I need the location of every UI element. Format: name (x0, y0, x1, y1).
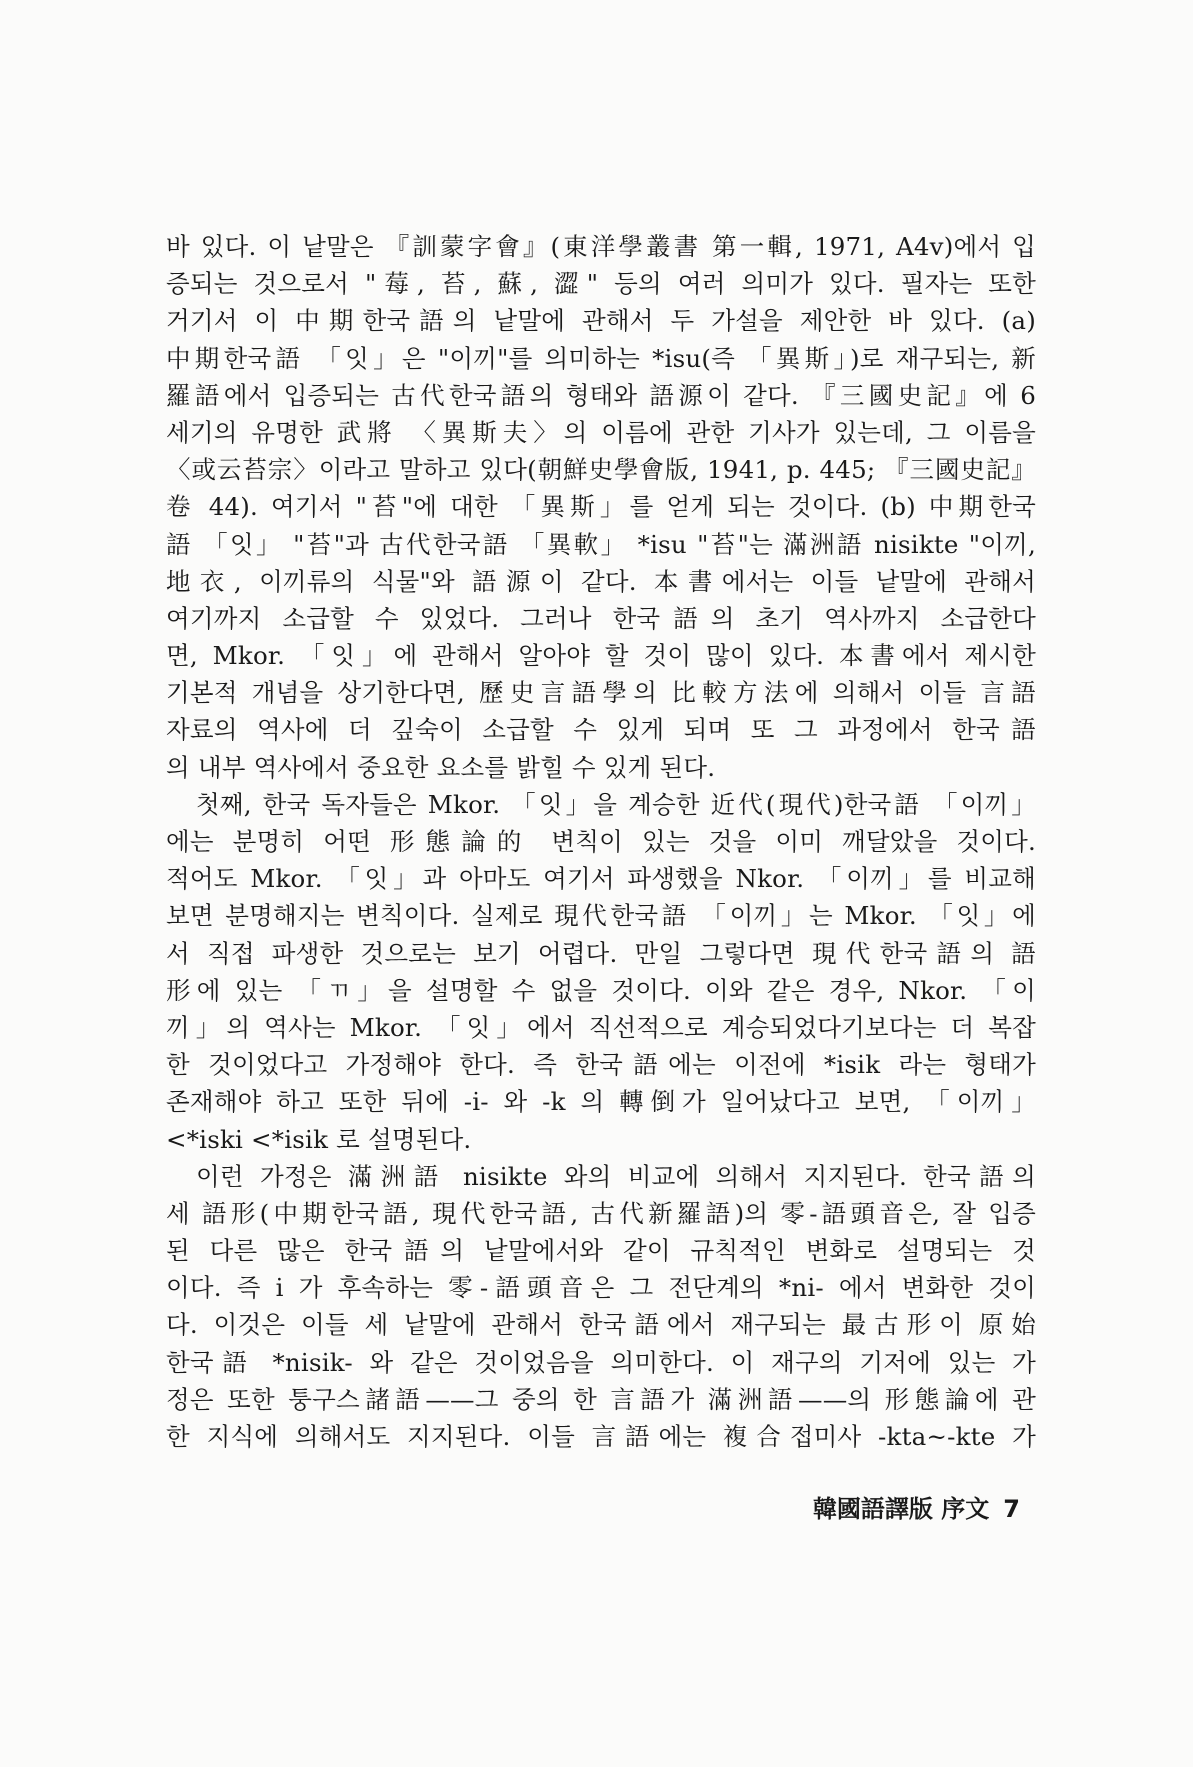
text-line: 한국語 *nisik- 와 같은 것이었음을 의미한다. 이 재구의 기저에 있는 가 (166, 1347, 1036, 1377)
text-line: 〈或云苔宗〉이라고 말하고 있다(朝鮮史學會版, 1941, p. 445; 『三國史記』 (166, 455, 1036, 485)
text-line: 첫째, 한국 독자들은 Mkor. 「잇」을 계승한 近代(現代)한국語 「이끼」 (196, 789, 1036, 819)
text-line: 다. 이것은 이들 세 낱말에 관해서 한국語에서 재구되는 最古形이 原始 (166, 1310, 1036, 1340)
text-line: 정은 또한 퉁구스諸語——그 중의 한 言語가 滿洲語——의 形態論에 관 (166, 1384, 1036, 1414)
text-line: 의 내부 역사에서 중요한 요소를 밝힐 수 있게 된다. (166, 752, 716, 782)
text-line: 이런 가정은 滿洲語 nisikte 와의 비교에 의해서 지지된다. 한국語의 (196, 1161, 1036, 1191)
text-line: 끼」의 역사는 Mkor. 「잇」에서 직선적으로 계승되었다기보다는 더 복잡 (166, 1012, 1036, 1042)
text-line: 적어도 Mkor. 「잇」과 아마도 여기서 파생했을 Nkor. 「이끼」를 비교해 (166, 864, 1036, 894)
text-line: 地衣, 이끼류의 식물"와 語源이 같다. 本書에서는 이들 낱말에 관해서 (166, 566, 1036, 596)
text-line: 여기까지 소급할 수 있었다. 그러나 한국語의 초기 역사까지 소급한다 (166, 603, 1036, 633)
text-line: 존재해야 하고 또한 뒤에 -i- 와 -k 의 轉倒가 일어났다고 보면, 「이끼」 (166, 1087, 1036, 1117)
text-line: 세기의 유명한 武將 〈異斯夫〉의 이름에 관한 기사가 있는데, 그 이름을 (166, 417, 1036, 447)
text-line: 바 있다. 이 낱말은 『訓蒙字會』(東洋學叢書 第一輯, 1971, A4v)에서 입 (166, 232, 1036, 261)
text-line: <*iski <*isik 로 설명된다. (166, 1124, 472, 1154)
running-title: 韓國語譯版 序文 (812, 1495, 990, 1523)
body-text (166, 228, 1036, 1455)
text-line: 한 지식에 의해서도 지지된다. 이들 言語에는 複合접미사 -kta~-kte 가 (166, 1422, 1036, 1451)
text-line: 한 것이었다고 가정해야 한다. 즉 한국語에는 이전에 *isik 라는 형태가 (166, 1050, 1036, 1080)
text-line: 形에 있는 「ㄲ」을 설명할 수 없을 것이다. 이와 같은 경우, Nkor. 「이 (166, 975, 1036, 1005)
text-line: 거기서 이 中期한국語의 낱말에 관해서 두 가설을 제안한 바 있다. (a) (166, 306, 1036, 336)
text-line: 에는 분명히 어떤 形態論的 변칙이 있는 것을 이미 깨달았을 것이다. (166, 827, 1036, 856)
text-line: 中期한국語 「잇」은 "이끼"를 의미하는 *isu(즉 「異斯」)로 재구되는, 新 (166, 343, 1036, 373)
text-line: 증되는 것으로서 "莓, 苔, 蘇, 澀" 등의 여러 의미가 있다. 필자는 또한 (166, 269, 1036, 299)
text-line: 卷 44). 여기서 "苔"에 대한 「異斯」를 얻게 되는 것이다. (b) 中期한국 (166, 492, 1036, 522)
text-line: 서 직접 파생한 것으로는 보기 어렵다. 만일 그렇다면 現代한국語의 語 (166, 938, 1036, 968)
text-line: 語 「잇」 "苔"과 古代한국語 「異軟」 *isu "苔"는 滿洲語 nisikte "이끼, (166, 529, 1036, 559)
text-line: 자료의 역사에 더 깊숙이 소급할 수 있게 되며 또 그 과정에서 한국語 (166, 715, 1036, 745)
page-footer (813, 1493, 1020, 1525)
text-line: 羅語에서 입증되는 古代한국語의 형태와 語源이 같다. 『三國史記』에 6 (166, 380, 1036, 410)
text-line: 면, Mkor. 「잇」에 관해서 알아야 할 것이 많이 있다. 本書에서 제시한 (166, 641, 1036, 671)
text-line: 된 다른 많은 한국語의 낱말에서와 같이 규칙적인 변화로 설명되는 것 (166, 1236, 1036, 1266)
text-line: 이다. 즉 i 가 후속하는 零-語頭音은 그 전단계의 *ni- 에서 변화한 것이 (166, 1273, 1036, 1303)
text-line: 보면 분명해지는 변칙이다. 실제로 現代한국語 「이끼」는 Mkor. 「잇」에 (166, 901, 1036, 931)
text-line: 기본적 개념을 상기한다면, 歷史言語學의 比較方法에 의해서 이들 言語 (166, 678, 1036, 708)
text-line: 세 語形(中期한국語, 現代한국語, 古代新羅語)의 零-語頭音은, 잘 입증 (166, 1198, 1036, 1228)
page-number: 7 (1003, 1495, 1020, 1523)
